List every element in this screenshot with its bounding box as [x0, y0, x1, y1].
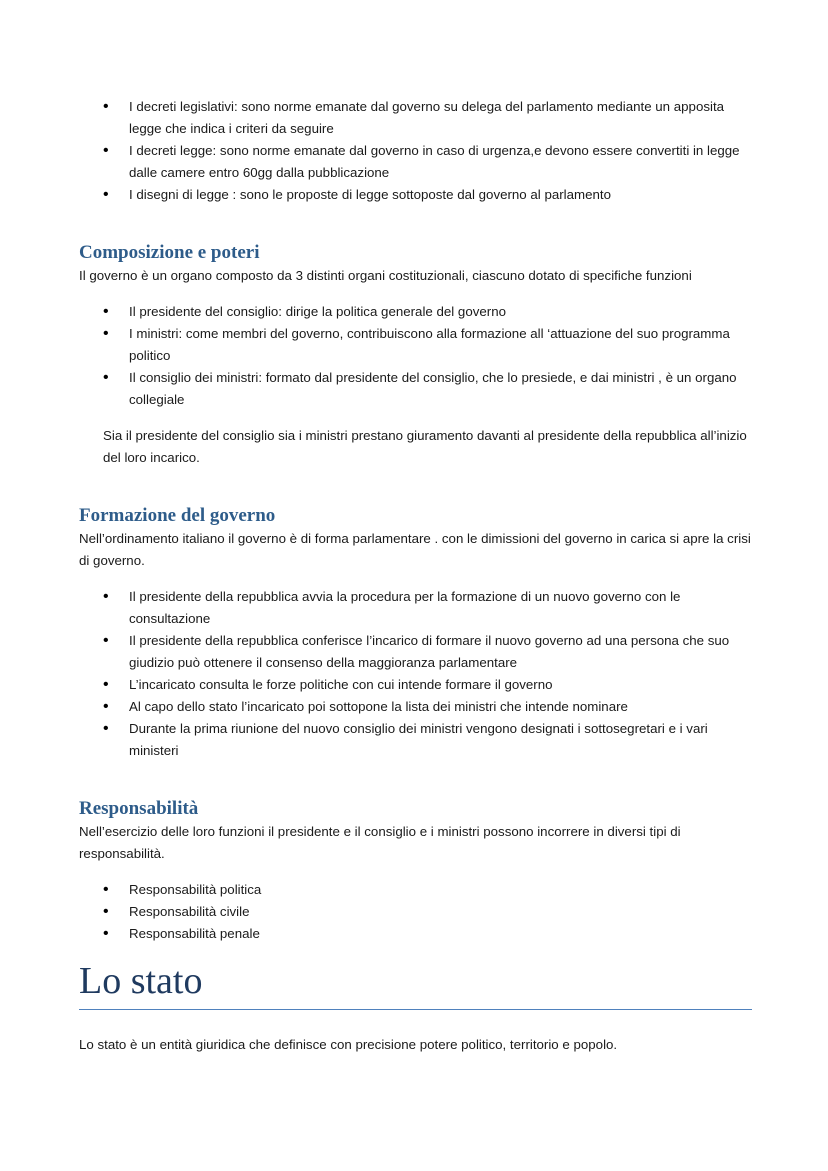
list-item: • Responsabilità civile	[79, 901, 752, 923]
list-item: • L’incaricato consulta le forze politiche con cui intende formare il governo	[79, 674, 752, 696]
formazione-list	[79, 586, 752, 762]
document-page	[79, 96, 752, 1056]
list-item: • Il consiglio dei ministri: formato dal presidente del consiglio, che lo presiede, e dai ministri , è un organo collegiale	[79, 367, 752, 411]
heading-lo-stato: Lo stato	[79, 959, 752, 1010]
list-item: • Il presidente della repubblica conferisce l’incarico di formare il nuovo governo ad una persona che suo giudizio può ottenere il consenso della maggioranza parlamentare	[79, 630, 752, 674]
list-item: • Responsabilità penale	[79, 923, 752, 945]
composizione-note: Sia il presidente del consiglio sia i ministri prestano giuramento davanti al presidente della repubblica all’inizio del loro incarico.	[103, 428, 747, 465]
formazione-lead: Nell’ordinamento italiano il governo è di forma parlamentare . con le dimissioni del governo in carica si apre la crisi di governo.	[79, 531, 751, 568]
responsabilita-list	[79, 879, 752, 945]
composizione-lead: Il governo è un organo composto da 3 distinti organi costituzionali, ciascuno dotato di specifiche funzioni	[79, 268, 692, 283]
heading-responsabilita: Responsabilità	[79, 798, 199, 819]
list-item: • I ministri: come membri del governo, contribuiscono alla formazione all ‘attuazione del suo programma politico	[79, 323, 752, 367]
list-item: • Il presidente della repubblica avvia la procedura per la formazione di un nuovo governo con le consultazione	[79, 586, 752, 630]
list-item: • I decreti legislativi: sono norme emanate dal governo su delega del parlamento mediante un apposita legge che indica i criteri da seguire	[79, 96, 752, 140]
heading-composizione: Composizione e poteri	[79, 242, 260, 263]
stato-body: Lo stato è un entità giuridica che definisce con precisione potere politico, territorio e popolo.	[79, 1037, 618, 1052]
list-item: • Il presidente del consiglio: dirige la politica generale del governo	[79, 301, 752, 323]
list-item: • Al capo dello stato l’incaricato poi sottopone la lista dei ministri che intende nominare	[79, 696, 752, 718]
heading-formazione: Formazione del governo	[79, 505, 276, 526]
list-item: • I disegni di legge : sono le proposte di legge sottoposte dal governo al parlamento	[79, 184, 752, 206]
list-item: • Durante la prima riunione del nuovo consiglio dei ministri vengono designati i sottosegretari e i vari ministeri	[79, 718, 752, 762]
list-item: • I decreti legge: sono norme emanate dal governo in caso di urgenza,e devono essere convertiti in legge dalle camere entro 60gg dalla pubblicazione	[79, 140, 752, 184]
intro-list	[79, 96, 752, 206]
composizione-list	[79, 301, 752, 411]
responsabilita-lead: Nell’esercizio delle loro funzioni il presidente e il consiglio e i ministri possono incorrere in diversi tipi di responsabilità.	[79, 824, 681, 861]
list-item: • Responsabilità politica	[79, 879, 752, 901]
